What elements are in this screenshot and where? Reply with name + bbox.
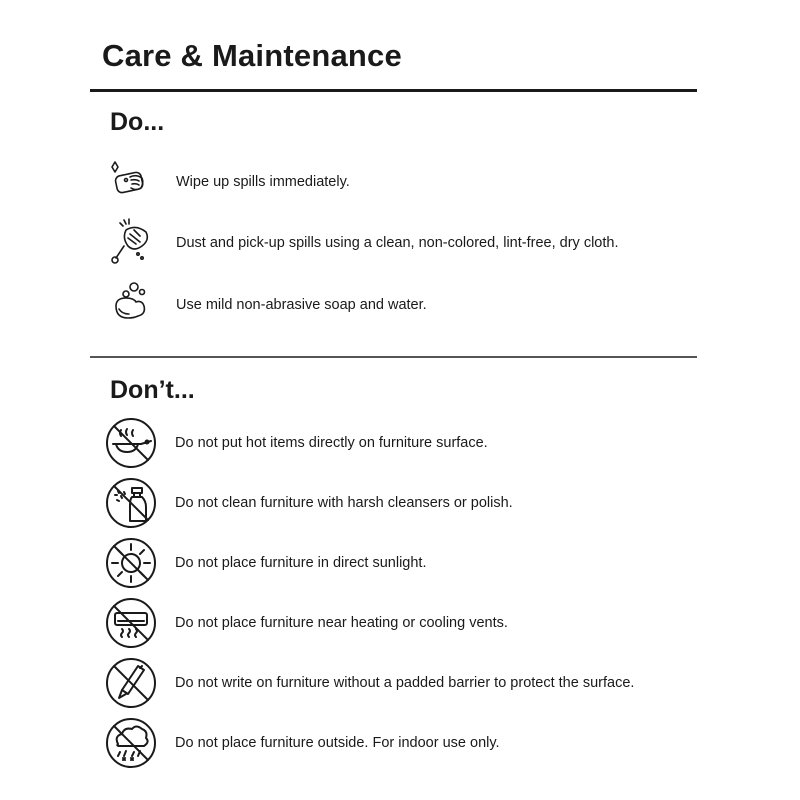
no-vent-icon xyxy=(104,596,158,650)
do-item-text: Wipe up spills immediately. xyxy=(176,174,350,190)
dont-heading: Don’t... xyxy=(110,376,195,404)
dont-item-text: Do not write on furniture without a padded barrier to protect the surface. xyxy=(175,675,635,691)
dont-item-text: Do not place furniture near heating or cooling vents. xyxy=(175,615,508,631)
dont-item-text: Do not place furniture outside. For indoor use only. xyxy=(175,735,500,751)
dont-item-text: Do not put hot items directly on furniture surface. xyxy=(175,435,488,451)
no-hot-pan-icon xyxy=(104,416,158,470)
dont-item-sunlight xyxy=(104,537,724,589)
dont-item-text: Do not place furniture in direct sunlight. xyxy=(175,555,427,571)
page-title: Care & Maintenance xyxy=(102,38,402,73)
feather-duster-icon xyxy=(104,216,158,270)
section-divider xyxy=(90,356,697,358)
do-item-wipe-spills xyxy=(104,156,724,208)
soap-bubbles-icon xyxy=(104,278,158,332)
dont-item-writing xyxy=(104,657,724,709)
do-item-mild-soap xyxy=(104,279,724,331)
do-item-text: Dust and pick-up spills using a clean, non-colored, lint-free, dry cloth. xyxy=(176,235,619,251)
no-spray-cleanser-icon xyxy=(104,476,158,530)
dont-item-harsh-cleansers xyxy=(104,477,724,529)
dont-item-vents xyxy=(104,597,724,649)
dont-item-text: Do not clean furniture with harsh cleansers or polish. xyxy=(175,495,513,511)
do-item-dust xyxy=(104,217,724,269)
dont-item-hot-items xyxy=(104,417,724,469)
sponge-wipe-icon xyxy=(104,155,158,209)
no-writing-icon xyxy=(104,656,158,710)
do-heading: Do... xyxy=(110,108,165,136)
no-outdoor-weather-icon xyxy=(104,716,158,770)
title-divider xyxy=(90,89,697,92)
no-sunlight-icon xyxy=(104,536,158,590)
dont-item-outdoor xyxy=(104,717,724,769)
do-item-text: Use mild non-abrasive soap and water. xyxy=(176,297,427,313)
